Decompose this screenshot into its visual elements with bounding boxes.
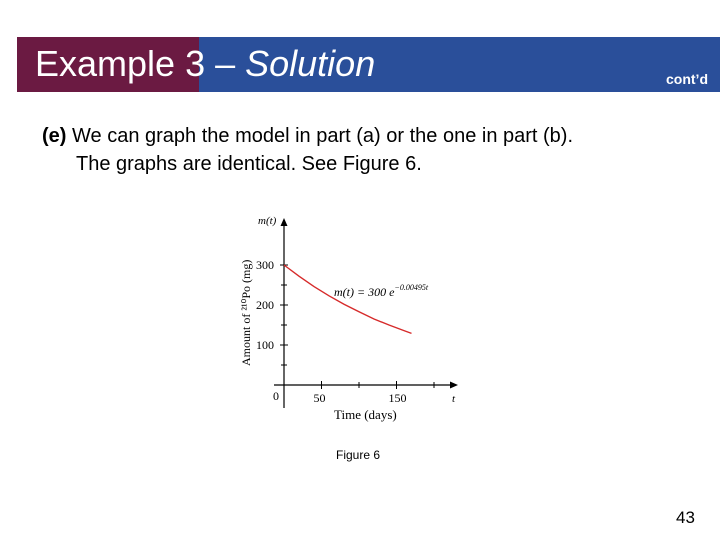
x-axis-arrow [450,382,458,389]
equation-exponent: −0.00495t [394,283,429,292]
body-paragraph [42,122,712,178]
y-axis-arrow [281,218,288,226]
slide-title-main: Example 3 – [35,43,246,84]
equation-prefix: m(t) = 300 [334,285,390,299]
title-bar [17,37,720,92]
continued-label: cont’d [666,71,708,87]
slide-title [35,44,375,84]
slide-title-subtitle: Solution [245,43,376,84]
y-axis-name: m(t) [258,215,277,227]
y-axis-label: Amount of ²¹⁰Po (mg) [239,259,253,366]
origin-label: 0 [273,389,279,403]
model-equation [334,283,429,299]
x-axis-label: Time (days) [334,407,397,422]
y-tick-label: 200 [256,298,274,312]
figure-caption: Figure 6 [336,448,381,462]
body-line-2: The graphs are identical. See Figure 6. [76,153,422,175]
y-tick-label: 100 [256,338,274,352]
body-line-1: We can graph the model in part (a) or the one in part (b). [66,125,574,147]
part-label: (e) [42,125,67,147]
y-tick-label: 300 [256,258,274,272]
x-tick-label: 150 [388,391,407,405]
x-tick-label: 50 [313,391,326,405]
decay-curve [284,265,412,333]
decay-graph [228,208,478,430]
equation-base: e [389,285,395,299]
page-number: 43 [676,508,695,527]
x-axis-name: t [452,393,456,405]
